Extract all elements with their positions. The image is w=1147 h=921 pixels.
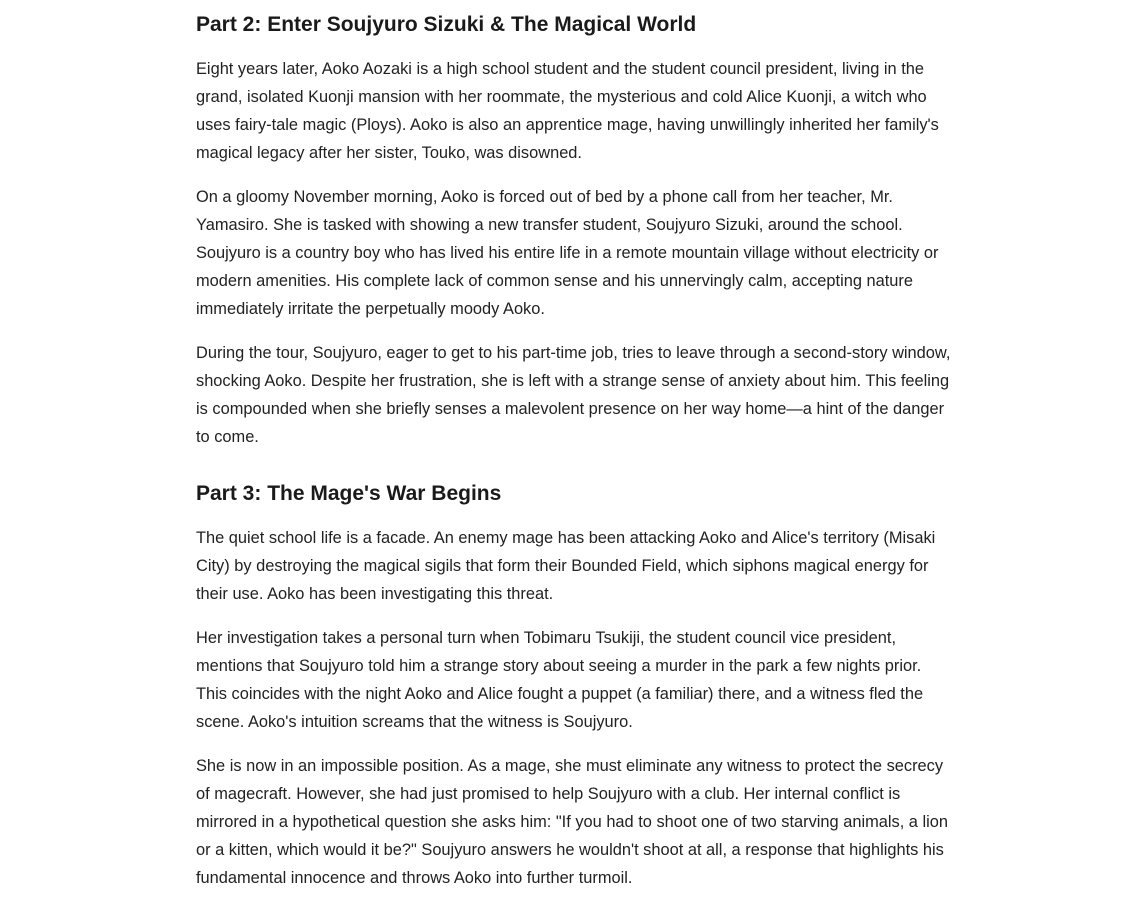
paragraph: On a gloomy November morning, Aoko is forced out of bed by a phone call from her teacher, Mr. Yamasiro. She is tasked with showing a new transfer student, Soujyuro Sizuki, around the school. Soujyuro is a country boy who has lived his entire life in a remote mountain village without electricity or modern amenities. His complete lack of common sense and his unnervingly calm, accepting nature immediately irritate the perpetually moody Aoko.: [196, 188, 939, 318]
paragraph: Her investigation takes a personal turn when Tobimaru Tsukiji, the student council vice president, mentions that Soujyuro told him a strange story about seeing a murder in the park a few nights prior. This coincides with the night Aoko and Alice fought a puppet (a familiar) there, and a witness fled the scene. Aoko's intuition screams that the witness is Soujyuro.: [196, 629, 924, 731]
paragraph: Eight years later, Aoko Aozaki is a high school student and the student council president, living in the grand, isolated Kuonji mansion with her roommate, the mysterious and cold Alice Kuonji, a witch who uses fairy-tale magic (Ploys). Aoko is also an apprentice mage, having unwillingly inherited her family's magical legacy after her sister, Touko, was disowned.: [196, 60, 939, 162]
section-part-2: [196, 0, 956, 451]
section-heading: Part 3: The Mage's War Begins: [196, 482, 502, 505]
article-content: [196, 0, 956, 892]
paragraph: She is now in an impossible position. As a mage, she must eliminate any witness to protect the secrecy of magecraft. However, she had just promised to help Soujyuro with a club. Her internal conflict is mirrored in a hypothetical question she asks him: "If you had to shoot one of two starving animals, a lion or a kitten, which would it be?" Soujyuro answers he wouldn't shoot at all, a response that highlights his fundamental innocence and throws Aoko into further turmoil.: [196, 757, 948, 887]
paragraph: During the tour, Soujyuro, eager to get to his part-time job, tries to leave through a second-story window, shocking Aoko. Despite her frustration, she is left with a strange sense of anxiety about him. This feeling is compounded when she briefly senses a malevolent presence on her way home—a hint of the danger to come.: [196, 344, 951, 446]
section-heading: Part 2: Enter Soujyuro Sizuki & The Magical World: [196, 13, 697, 36]
paragraph: The quiet school life is a facade. An enemy mage has been attacking Aoko and Alice's territory (Misaki City) by destroying the magical sigils that form their Bounded Field, which siphons magical energy for their use. Aoko has been investigating this threat.: [196, 529, 936, 603]
section-part-3: [196, 480, 956, 892]
